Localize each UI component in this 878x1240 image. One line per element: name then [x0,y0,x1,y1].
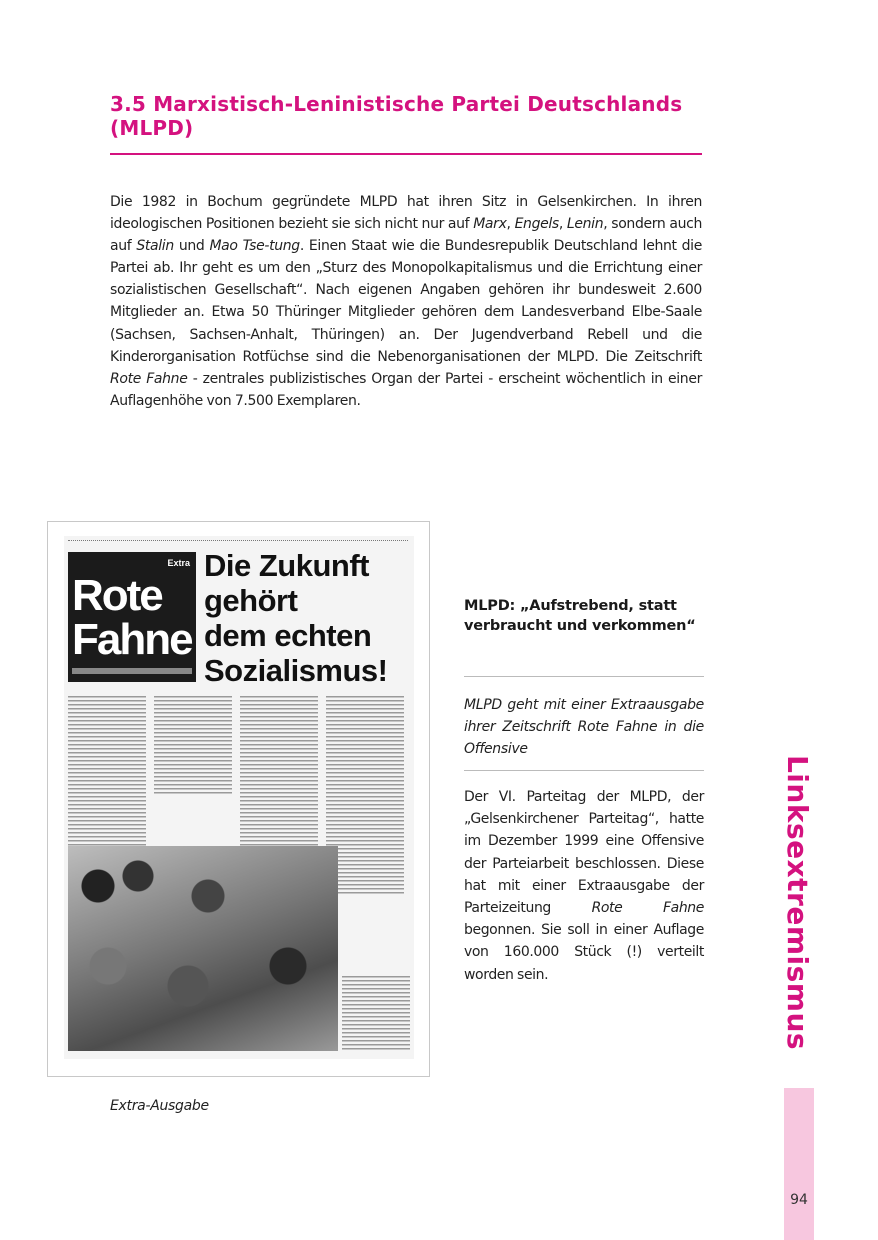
masthead-extra-label: Extra [167,558,190,568]
sidebar-divider [464,770,704,771]
sidebar-text: Der VI. Parteitag der MLPD, der „Gelsenkirchener Parteitag“, hatte im Dezember 1999 eine Offensive der Parteiarbeit beschlossen. Diese hat mit einer Extraausgabe der Parteizeitung Rote Fahne begonnen. Sie soll in einer Auflage von 160.000 Stück (!) verteilt worden sein. [464,789,704,983]
newspaper-text-columns [68,696,410,846]
masthead-subline [72,668,192,674]
masthead-word-rote: Rote [72,571,162,620]
page-number-tab [784,1088,814,1240]
newspaper-column [342,976,410,1051]
newspaper-column [154,696,232,796]
newspaper-column [68,696,146,846]
chapter-margin-tab [781,742,815,1062]
sidebar-subtitle: MLPD geht mit einer Extraausgabe ihrer Zeitschrift Rote Fahne in die Offensive [464,697,704,757]
figure-caption: Extra-Ausgabe [110,1098,209,1114]
newspaper-masthead [68,552,196,682]
masthead-word-fahne: Fahne [72,615,192,664]
sidebar-title: MLPD: „Aufstrebend, statt verbraucht und verkommen“ [464,598,696,634]
title-underline [110,153,702,155]
section-title: 3.5 Marxistisch-Leninistische Partei Deutschlands (MLPD) [110,92,683,140]
newspaper-crowd-photo [68,846,338,1051]
page-number: 94 [790,1192,808,1208]
newspaper-dateline [68,540,408,546]
chapter-margin-label: Linksextremismus [781,754,815,1050]
newspaper-clipping-image [64,536,414,1059]
newspaper-headline: Die Zukunft gehört dem echten Sozialismus! [204,548,388,688]
newspaper-column [240,696,318,846]
sidebar-divider [464,676,704,677]
body-paragraph: Die 1982 in Bochum gegründete MLPD hat ihren Sitz in Gelsenkirchen. In ihren ideologischen Positionen bezieht sie sich nicht nur auf Marx, Engels, Lenin, sondern auch auf Stalin und Mao Tse-tung. Einen Staat wie die Bundesrepublik Deutschland lehnt die Partei ab. Ihr geht es um den „Sturz des Monopolkapitalismus und die Errichtung einer sozialistischen Gesellschaft“. Nach eigenen Angaben gehören ihr bundesweit 2.600 Mitglieder an. Etwa 50 Thüringer Mitglieder gehören dem Landesverband Elbe-Saale (Sachsen, Sachsen-Anhalt, Thüringen) an. Der Jugendverband Rebell und die Kinderorganisation Rotfüchse sind die Nebenorganisationen der MLPD. Die Zeitschrift Rote Fahne - zentrales publizistisches Organ der Partei - erscheint wöchentlich in einer Auflagenhöhe von 7.500 Exemplaren. [110,194,702,409]
